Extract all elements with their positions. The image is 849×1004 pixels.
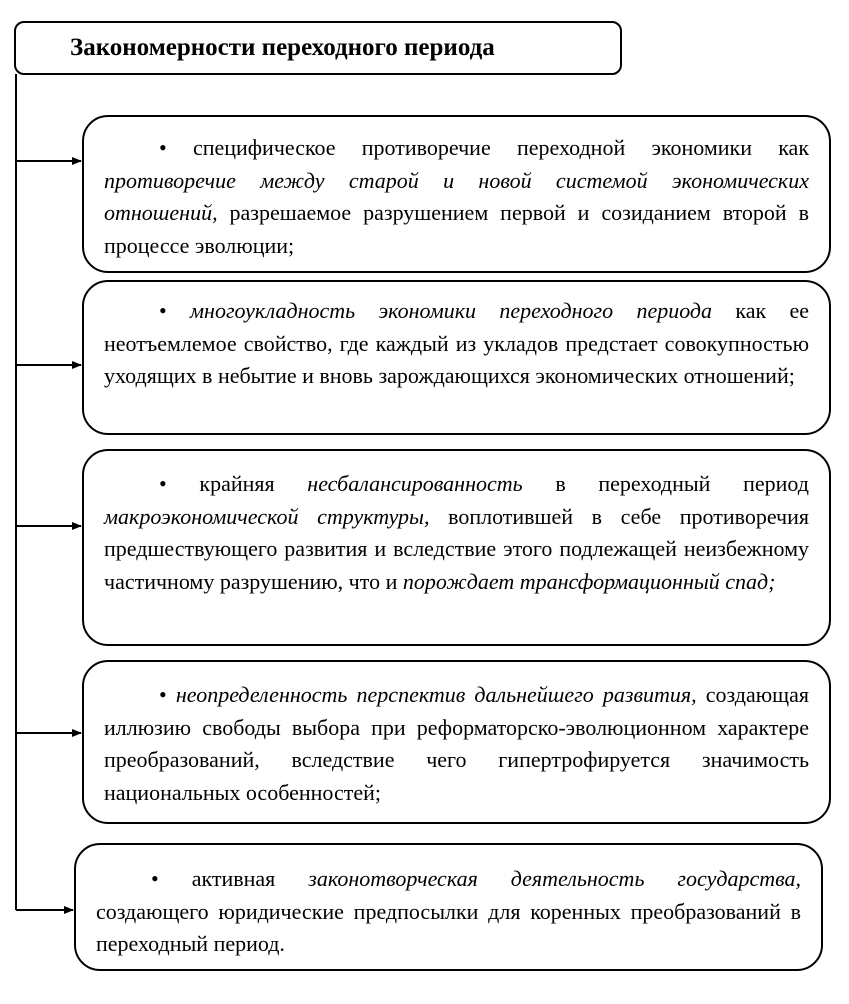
item-3-text: • крайняя несбалансированность в переходный период макроэкономической структуры, воплотившей в себе противоречия предшествующего развития и вследствие этого подлежащей неизбежному частичному разрушению, что и порождает трансформационный спад;: [104, 471, 810, 594]
item-box-4: [82, 660, 831, 824]
item-box-3: [82, 449, 831, 646]
item-box-5: [74, 843, 823, 971]
item-box-2: [82, 280, 831, 435]
item-4-text: • неопределенность перспектив дальнейшего развития, создающая иллюзию свободы выбора при реформаторско-эволюционном характере преобразований, вследствие чего гипертрофируется значимость национальных особенностей;: [104, 682, 809, 805]
item-2-text: • многоукладность экономики переходного периода как ее неотъемлемое свойство, где каждый из укладов предстает совокупностью уходящих в небытие и вновь зарождающихся экономических отношений;: [104, 298, 810, 388]
item-5-text: • активная законотворческая деятельность государства, создающего юридические предпосылки для коренных преобразований в переходный период.: [96, 866, 802, 956]
diagram-title-text: Закономерности переходного периода: [70, 34, 495, 61]
item-box-1: [82, 115, 831, 273]
item-1-text: • специфическое противоречие переходной экономики как противоречие между старой и новой системой экономических отношений, разрешаемое разрушением первой и созиданием второй в процессе эволюции;: [104, 135, 810, 258]
